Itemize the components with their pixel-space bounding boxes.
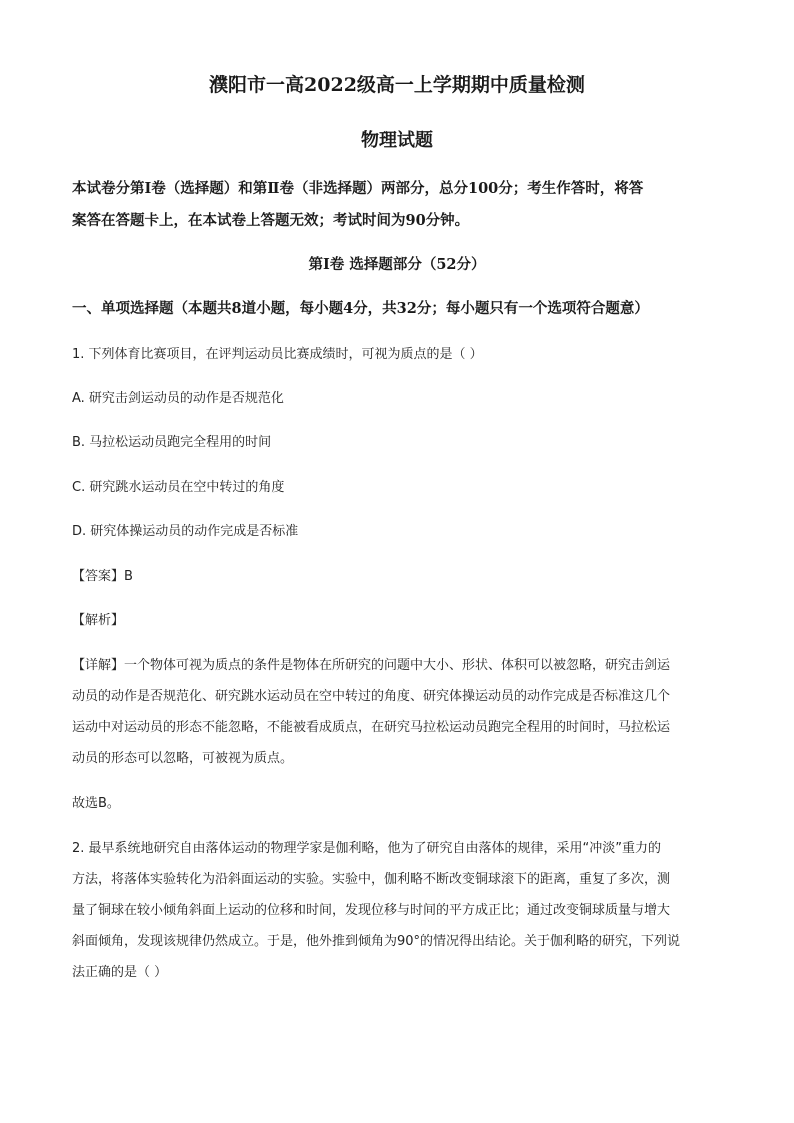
section-title: 第Ⅰ卷 选择题部分（52分） <box>308 256 486 273</box>
answer-tag: 【答案】 <box>72 569 125 584</box>
detail-line-4: 动员的形态可以忽略，可被视为质点。 <box>72 751 294 766</box>
question-2-line-1: 2. 最早系统地研究自由落体运动的物理学家是伽利略，他为了研究自由落体的规律，采用“冲淡”重力的 <box>72 841 662 856</box>
part-heading: 一、单项选择题（本题共8道小题，每小题4分，共32分；每小题只有一个选项符合题意） <box>72 300 649 317</box>
detail-line-1: 【详解】一个物体可视为质点的条件是物体在所研究的问题中大小、形状、体积可以被忽略，研究击剑运 <box>72 658 671 673</box>
intro-line-1: 本试卷分第Ⅰ卷（选择题）和第Ⅱ卷（非选择题）两部分，总分100分；考生作答时，将答 <box>72 180 644 197</box>
intro-line-2: 案答在答题卡上，在本试卷上答题无效；考试时间为90分钟。 <box>72 212 470 229</box>
exam-subtitle: 物理试题 <box>361 130 433 151</box>
detail-line-2: 动员的动作是否规范化、研究跳水运动员在空中转过的角度、研究体操运动员的动作完成是否标准这几个 <box>72 689 671 704</box>
question-2-line-2: 方法，将落体实验转化为沿斜面运动的实验。实验中，伽利略不断改变铜球滚下的距离，重复了多次，测 <box>72 872 671 887</box>
analysis-tag: 【解析】 <box>72 613 125 628</box>
question-2-line-3: 量了铜球在较小倾角斜面上运动的位移和时间，发现位移与时间的平方成正比；通过改变铜球质量与增大 <box>72 903 671 918</box>
answer-row <box>72 565 133 584</box>
exam-title: 濮阳市一高2022级高一上学期期中质量检测 <box>209 74 585 96</box>
question-1-option-d: D. 研究体操运动员的动作完成是否标准 <box>72 524 299 539</box>
question-1-option-c: C. 研究跳水运动员在空中转过的角度 <box>72 480 285 495</box>
conclusion: 故选B。 <box>72 796 120 811</box>
answer-value: B <box>124 569 133 584</box>
question-1-option-b: B. 马拉松运动员跑完全程用的时间 <box>72 435 272 450</box>
question-1-stem: 1. 下列体育比赛项目，在评判运动员比赛成绩时，可视为质点的是（ ） <box>72 347 483 362</box>
question-2-line-4: 斜面倾角，发现该规律仍然成立。于是，他外推到倾角为90°的情况得出结论。关于伽利略的研究，下列说 <box>72 934 681 949</box>
question-2-line-5: 法正确的是（ ） <box>72 965 168 980</box>
question-1-option-a: A. 研究击剑运动员的动作是否规范化 <box>72 391 284 406</box>
detail-line-3: 运动中对运动员的形态不能忽略，不能被看成质点，在研究马拉松运动员跑完全程用的时间时，马拉松运 <box>72 720 671 735</box>
